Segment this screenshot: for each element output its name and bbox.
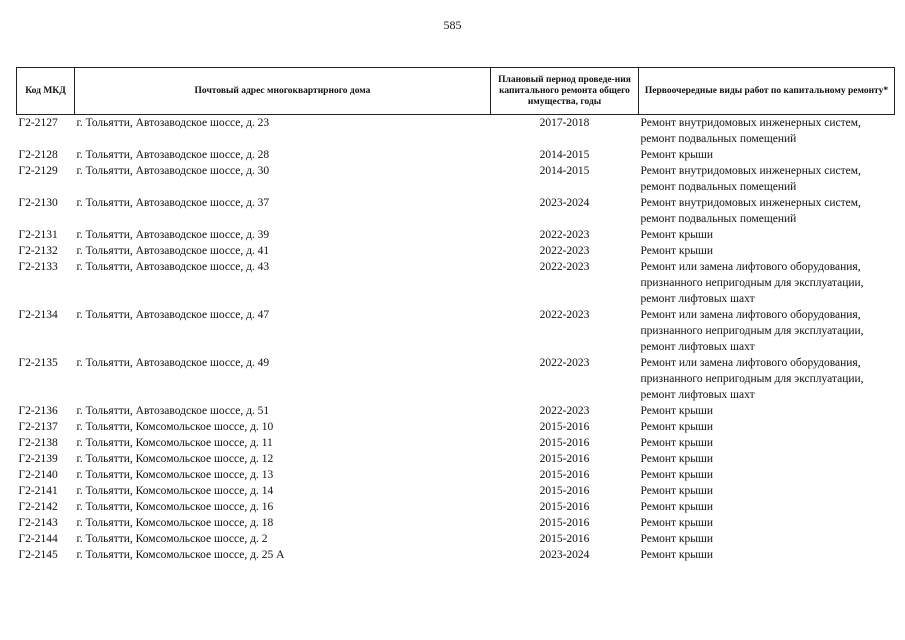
row-address: г. Тольятти, Комсомольское шоссе, д. 25 А [76, 549, 285, 561]
page-number: 585 [443, 18, 462, 32]
row-code: Г2-2131 [18, 229, 58, 241]
row-address: г. Тольятти, Комсомольское шоссе, д. 12 [76, 453, 274, 465]
row-period: 2014-2015 [539, 149, 590, 161]
row-code: Г2-2139 [18, 453, 58, 465]
works-line: Ремонт крыши [640, 405, 714, 417]
header-period: Плановый период проведе-ния капитального ремонта общего имущества, годы [491, 68, 639, 115]
row-works [639, 243, 895, 259]
row-code: Г2-2143 [18, 517, 58, 529]
works-line: ремонт подвальных помещений [640, 133, 797, 145]
row-address: г. Тольятти, Автозаводское шоссе, д. 41 [76, 245, 270, 257]
row-address: г. Тольятти, Комсомольское шоссе, д. 2 [76, 533, 268, 545]
works-line: Ремонт крыши [640, 453, 714, 465]
works-line: Ремонт крыши [640, 149, 714, 161]
row-period: 2022-2023 [539, 245, 590, 257]
table-header-row [17, 68, 895, 115]
row-code: Г2-2142 [18, 501, 58, 513]
row-works [639, 435, 895, 451]
row-works [639, 483, 895, 499]
table-row [17, 499, 895, 515]
row-works [639, 499, 895, 515]
row-period: 2023-2024 [539, 549, 590, 561]
table-row [17, 307, 895, 355]
works-line: Ремонт внутридомовых инженерных систем, [640, 197, 861, 209]
row-address: г. Тольятти, Автозаводское шоссе, д. 30 [76, 165, 270, 177]
table-row [17, 467, 895, 483]
row-period: 2022-2023 [539, 261, 590, 273]
row-works [639, 403, 895, 419]
works-line: ремонт лифтовых шахт [640, 293, 755, 305]
table-row [17, 483, 895, 499]
row-works [639, 355, 895, 403]
row-period: 2022-2023 [539, 229, 590, 241]
row-period: 2015-2016 [539, 421, 590, 433]
table-row [17, 243, 895, 259]
row-period: 2015-2016 [539, 533, 590, 545]
row-works [639, 195, 895, 227]
works-line: Ремонт или замена лифтового оборудования, [640, 261, 861, 273]
table-row [17, 227, 895, 243]
works-line: Ремонт или замена лифтового оборудования, [640, 357, 861, 369]
row-works [639, 307, 895, 355]
table-row [17, 419, 895, 435]
table-row [17, 147, 895, 163]
row-address: г. Тольятти, Комсомольское шоссе, д. 14 [76, 485, 274, 497]
row-period: 2015-2016 [539, 437, 590, 449]
works-line: Ремонт крыши [640, 421, 714, 433]
row-address: г. Тольятти, Комсомольское шоссе, д. 13 [76, 469, 274, 481]
row-works [639, 531, 895, 547]
row-code: Г2-2138 [18, 437, 58, 449]
works-line: Ремонт крыши [640, 533, 714, 545]
works-line: признанного непригодным для эксплуатации, [640, 373, 864, 385]
row-address: г. Тольятти, Автозаводское шоссе, д. 47 [76, 309, 270, 321]
housing-register-table [16, 67, 895, 563]
table-row [17, 531, 895, 547]
header-code: Код МКД [17, 68, 75, 115]
row-code: Г2-2136 [18, 405, 58, 417]
works-line: Ремонт внутридомовых инженерных систем, [640, 117, 861, 129]
works-line: ремонт лифтовых шахт [640, 341, 755, 353]
row-code: Г2-2135 [18, 357, 58, 369]
row-code: Г2-2133 [18, 261, 58, 273]
works-line: Ремонт крыши [640, 517, 714, 529]
row-code: Г2-2137 [18, 421, 58, 433]
header-works: Первоочередные виды работ по капитальному ремонту* [639, 68, 895, 115]
works-line: Ремонт крыши [640, 501, 714, 513]
works-line: Ремонт или замена лифтового оборудования, [640, 309, 861, 321]
row-period: 2023-2024 [539, 197, 590, 209]
works-line: Ремонт крыши [640, 229, 714, 241]
row-code: Г2-2127 [18, 117, 58, 129]
works-line: признанного непригодным для эксплуатации, [640, 325, 864, 337]
row-address: г. Тольятти, Комсомольское шоссе, д. 11 [76, 437, 273, 449]
table-row [17, 355, 895, 403]
row-code: Г2-2129 [18, 165, 58, 177]
works-line: Ремонт внутридомовых инженерных систем, [640, 165, 861, 177]
row-works [639, 259, 895, 307]
works-line: ремонт лифтовых шахт [640, 389, 755, 401]
works-line: Ремонт крыши [640, 437, 714, 449]
row-period: 2015-2016 [539, 453, 590, 465]
row-works [639, 547, 895, 563]
row-address: г. Тольятти, Автозаводское шоссе, д. 39 [76, 229, 270, 241]
works-line: признанного непригодным для эксплуатации, [640, 277, 864, 289]
table-row [17, 547, 895, 563]
row-address: г. Тольятти, Автозаводское шоссе, д. 49 [76, 357, 270, 369]
row-works [639, 451, 895, 467]
works-line: ремонт подвальных помещений [640, 213, 797, 225]
row-works [639, 467, 895, 483]
row-period: 2015-2016 [539, 501, 590, 513]
row-works [639, 163, 895, 195]
table-row [17, 451, 895, 467]
row-period: 2022-2023 [539, 357, 590, 369]
row-address: г. Тольятти, Автозаводское шоссе, д. 28 [76, 149, 270, 161]
row-code: Г2-2141 [18, 485, 58, 497]
row-works [639, 419, 895, 435]
table-row [17, 435, 895, 451]
row-works [639, 115, 895, 148]
table-row [17, 259, 895, 307]
table-row [17, 515, 895, 531]
row-code: Г2-2130 [18, 197, 58, 209]
works-line: Ремонт крыши [640, 549, 714, 561]
row-works [639, 515, 895, 531]
works-line: Ремонт крыши [640, 469, 714, 481]
table-row [17, 195, 895, 227]
row-period: 2015-2016 [539, 485, 590, 497]
row-works [639, 227, 895, 243]
works-line: ремонт подвальных помещений [640, 181, 797, 193]
row-code: Г2-2128 [18, 149, 58, 161]
table-row [17, 115, 895, 148]
table-body [17, 115, 895, 564]
row-period: 2022-2023 [539, 309, 590, 321]
table-row [17, 163, 895, 195]
row-code: Г2-2140 [18, 469, 58, 481]
row-address: г. Тольятти, Комсомольское шоссе, д. 16 [76, 501, 274, 513]
row-period: 2022-2023 [539, 405, 590, 417]
row-address: г. Тольятти, Комсомольское шоссе, д. 18 [76, 517, 274, 529]
table-row [17, 403, 895, 419]
row-period: 2015-2016 [539, 469, 590, 481]
row-code: Г2-2144 [18, 533, 58, 545]
row-period: 2014-2015 [539, 165, 590, 177]
works-line: Ремонт крыши [640, 485, 714, 497]
row-address: г. Тольятти, Автозаводское шоссе, д. 43 [76, 261, 270, 273]
row-works [639, 147, 895, 163]
row-code: Г2-2132 [18, 245, 58, 257]
works-line: Ремонт крыши [640, 245, 714, 257]
row-code: Г2-2145 [18, 549, 58, 561]
row-address: г. Тольятти, Автозаводское шоссе, д. 51 [76, 405, 270, 417]
row-address: г. Тольятти, Автозаводское шоссе, д. 37 [76, 197, 270, 209]
row-code: Г2-2134 [18, 309, 58, 321]
row-period: 2017-2018 [539, 117, 590, 129]
row-address: г. Тольятти, Комсомольское шоссе, д. 10 [76, 421, 274, 433]
header-address: Почтовый адрес многоквартирного дома [75, 68, 491, 115]
row-address: г. Тольятти, Автозаводское шоссе, д. 23 [76, 117, 270, 129]
row-period: 2015-2016 [539, 517, 590, 529]
